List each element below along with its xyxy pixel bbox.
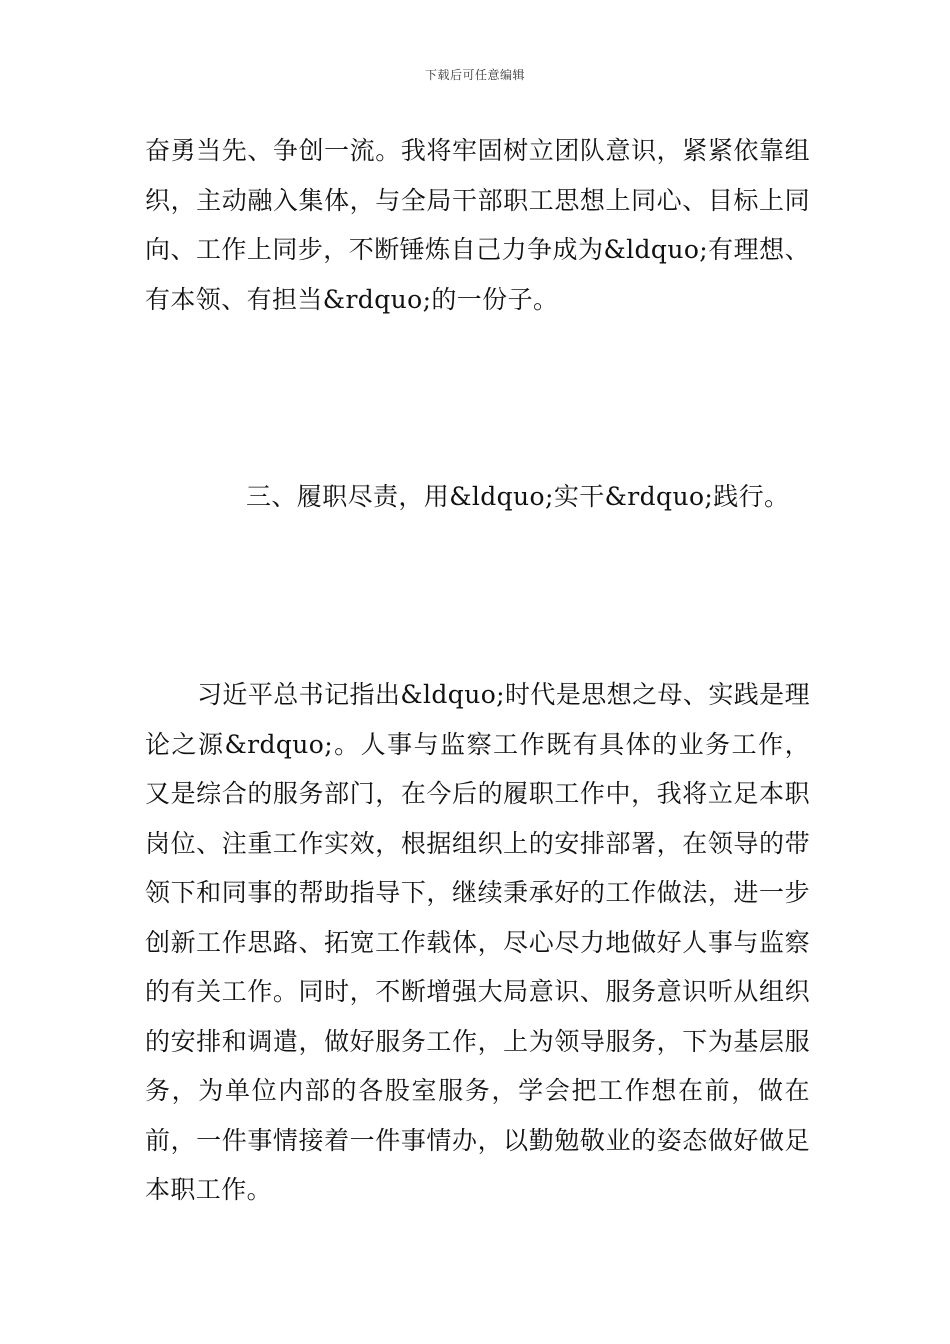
paragraph-1: 奋勇当先、争创一流。我将牢固树立团队意识，紧紧依靠组织，主动融入集体，与全局干部职工思想上同心、目标上同向、工作上同步，不断锤炼自己力争成为&ldquo;有理想、有本领、有担当&rdquo;的一份子。: [145, 136, 810, 314]
paragraph-2: 习近平总书记指出&ldquo;时代是思想之母、实践是理论之源&rdquo;。人事与监察工作既有具体的业务工作，又是综合的服务部门，在今后的履职工作中，我将立足本职岗位、注重工作实效，根据组织上的安排部署，在领导的带领下和同事的帮助指导下，继续秉承好的工作做法，进一步创新工作思路、拓宽工作载体，尽心尽力地做好人事与监察的有关工作。同时，不断增强大局意识、服务意识听从组织的安排和调遣，做好服务工作，上为领导服务，下为基层服务，为单位内部的各股室服务，学会把工作想在前，做在前，一件事情接着一件事情办，以勤勉敬业的姿态做好做足本职工作。: [145, 680, 810, 1204]
header-note: 下载后可任意编辑: [424, 68, 525, 82]
section-heading: 三、履职尽责，用&ldquo;实干&rdquo;践行。: [246, 482, 790, 511]
